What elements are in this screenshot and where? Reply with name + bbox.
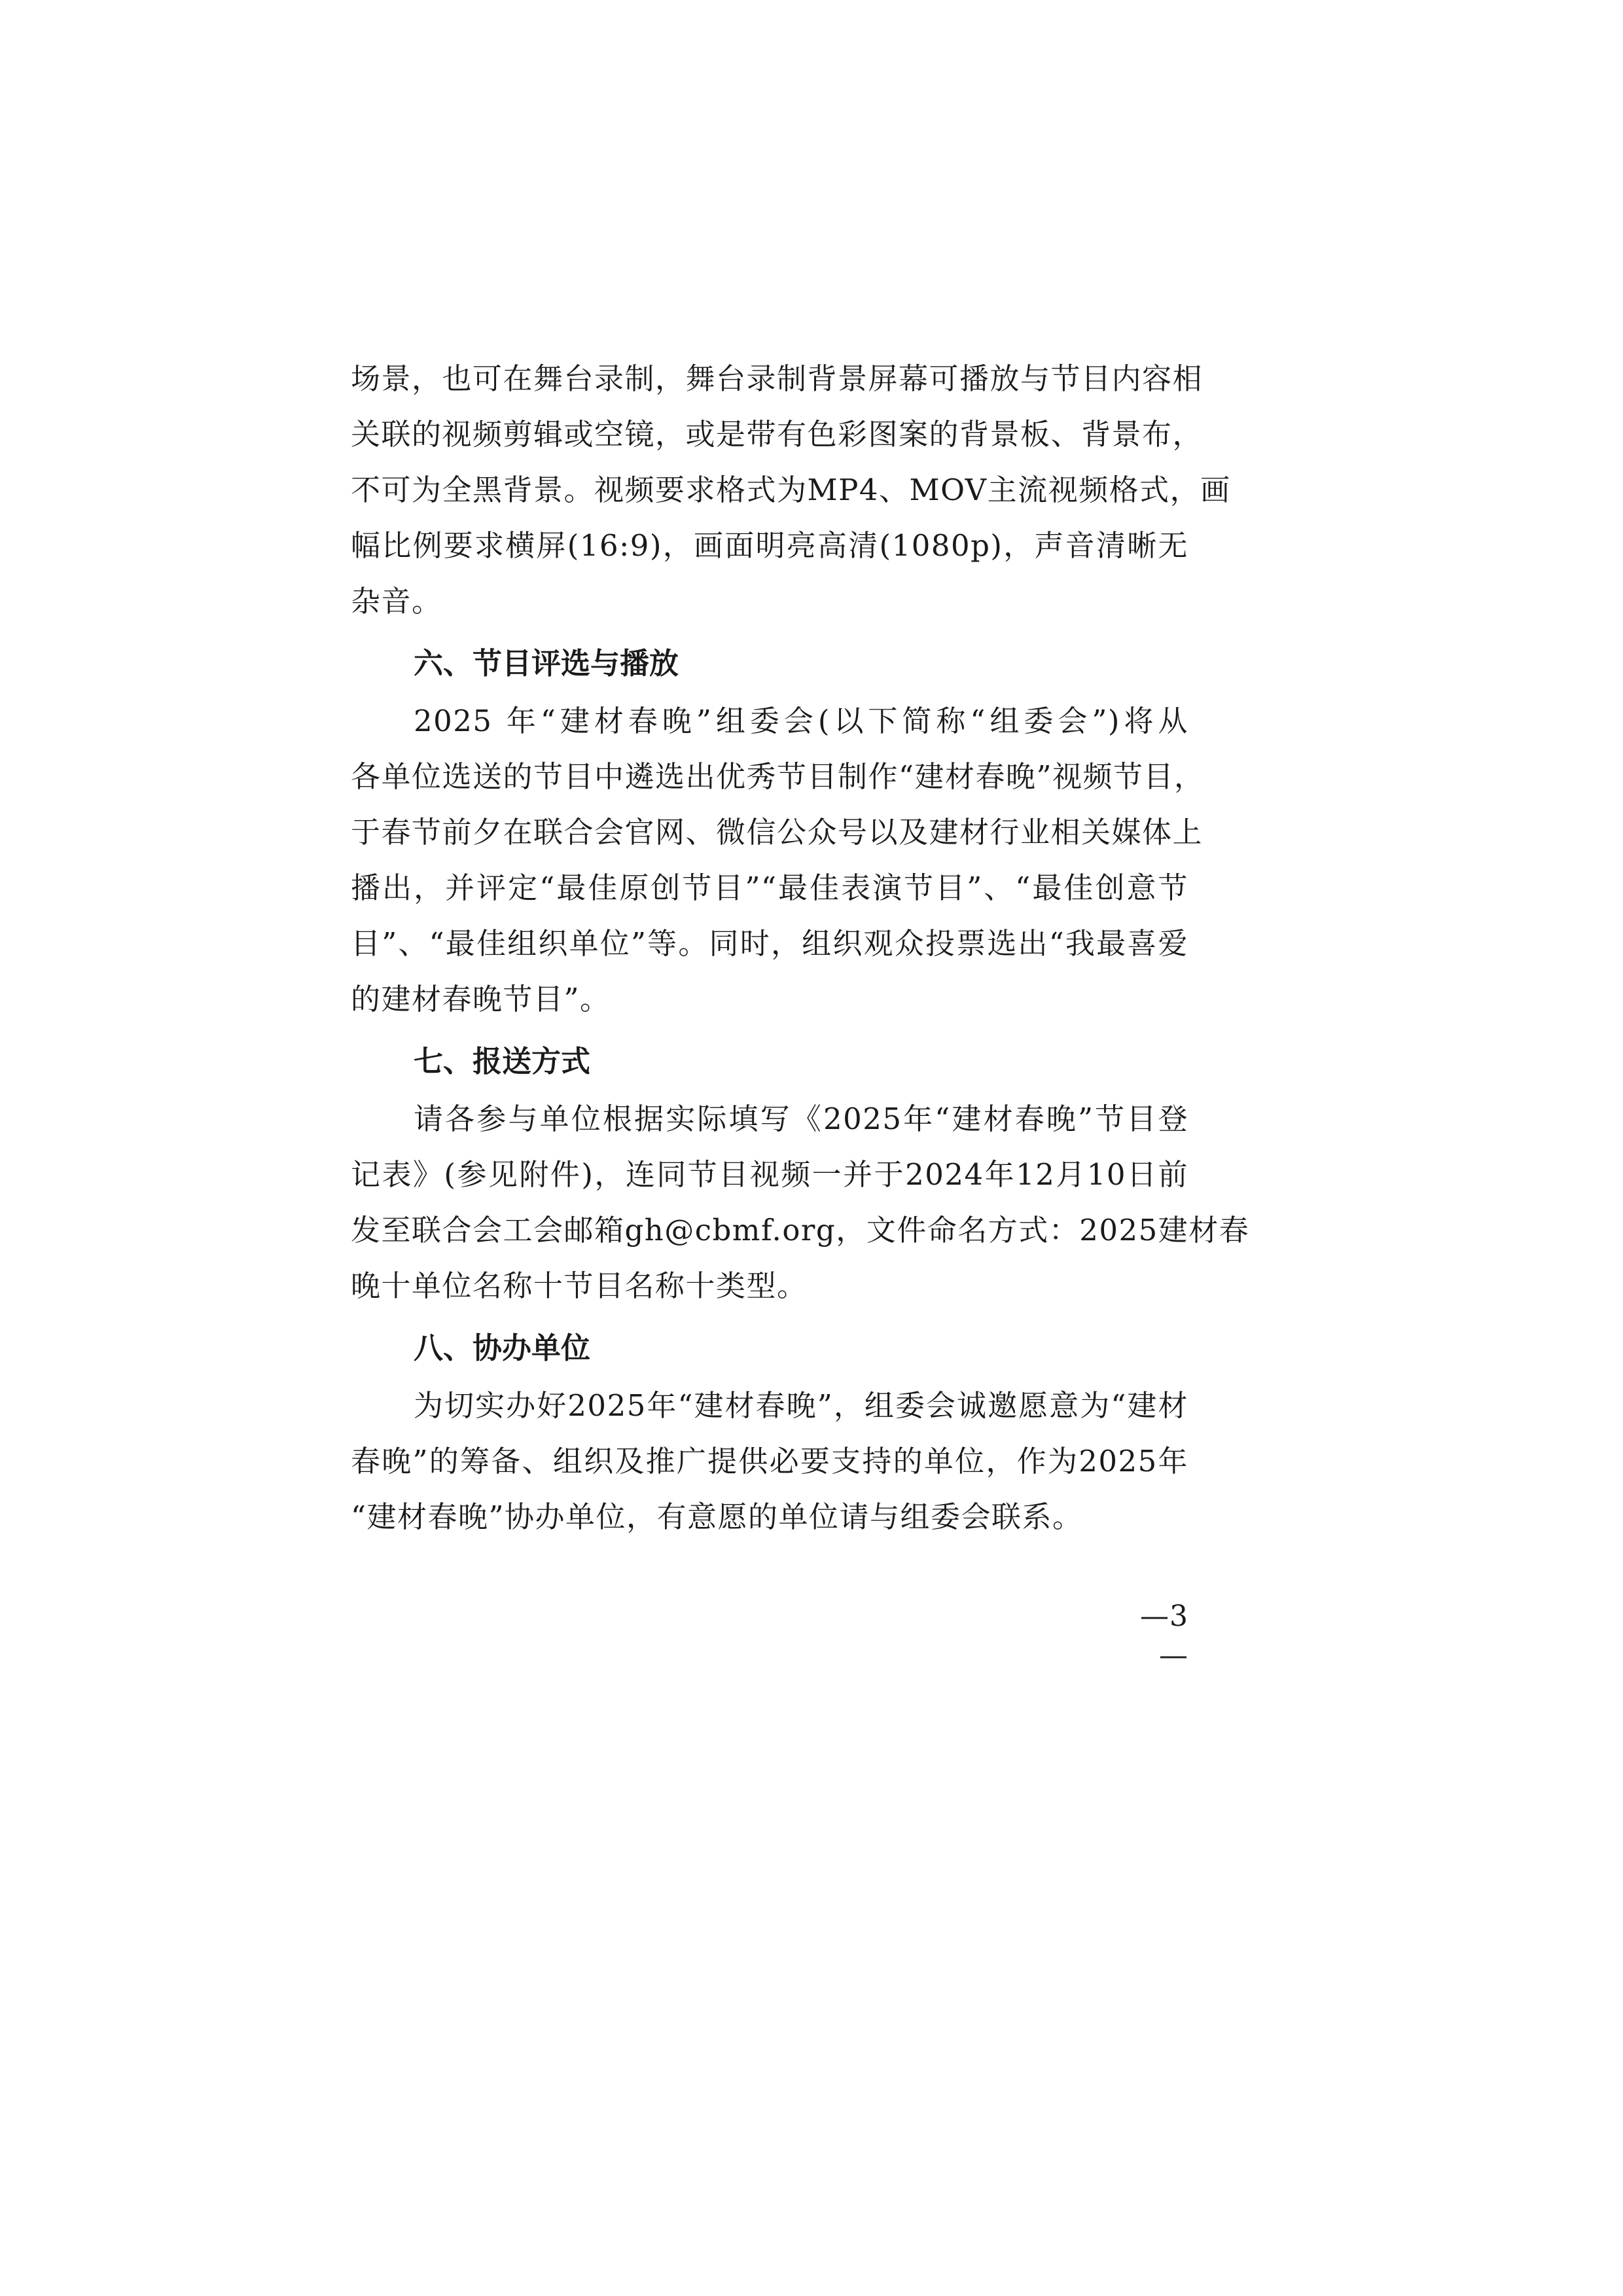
body-line: 不可为全黑背景。视频要求格式为MP4、MOV主流视频格式，画: [351, 473, 1231, 507]
section-heading-8: 八、协办单位: [414, 1331, 591, 1365]
body-line: 目”、“最佳组织单位”等。同时，组织观众投票选出“我最喜爱: [351, 926, 1188, 961]
body-line: 请各参与单位根据实际填写《2025年“建材春晚”节目登: [414, 1102, 1188, 1136]
body-line: 幅比例要求横屏(16:9)，画面明亮高清(1080p)，声音清晰无: [351, 528, 1188, 563]
page-number: —3—: [1140, 1600, 1188, 1672]
body-line: 春晚”的筹备、组织及推广提供必要支持的单位，作为2025年: [351, 1444, 1188, 1479]
section-heading-7: 七、报送方式: [414, 1044, 591, 1079]
body-line: 晚十单位名称十节目名称十类型。: [351, 1268, 808, 1303]
body-line: 于春节前夕在联合会官网、微信公众号以及建材行业相关媒体上: [351, 815, 1204, 850]
body-line: “建材春晚”协办单位，有意愿的单位请与组委会联系。: [351, 1499, 1083, 1534]
body-line: 各单位选送的节目中遴选出优秀节目制作“建材春晚”视频节目，: [351, 759, 1205, 794]
section-heading-6: 六、节目评选与播放: [414, 646, 679, 681]
body-line: 杂音。: [351, 584, 442, 619]
body-line: 2025 年“建材春晚”组委会(以下简称“组委会”)将从: [414, 704, 1188, 738]
body-line: 记表》(参见附件)，连同节目视频一并于2024年12月10日前: [351, 1157, 1188, 1192]
body-line: 场景，也可在舞台录制，舞台录制背景屏幕可播放与节目内容相: [351, 361, 1204, 396]
body-line: 为切实办好2025年“建材春晚”，组委会诚邀愿意为“建材: [414, 1388, 1188, 1423]
body-line: 发至联合会工会邮箱gh@cbmf.org，文件命名方式：2025建材春: [351, 1213, 1250, 1247]
document-body: [351, 351, 1250, 1545]
body-line: 播出，并评定“最佳原创节目”“最佳表演节目”、“最佳创意节: [351, 870, 1188, 905]
body-line: 关联的视频剪辑或空镜，或是带有色彩图案的背景板、背景布，: [351, 417, 1204, 452]
body-line: 的建材春晚节目”。: [351, 982, 611, 1016]
